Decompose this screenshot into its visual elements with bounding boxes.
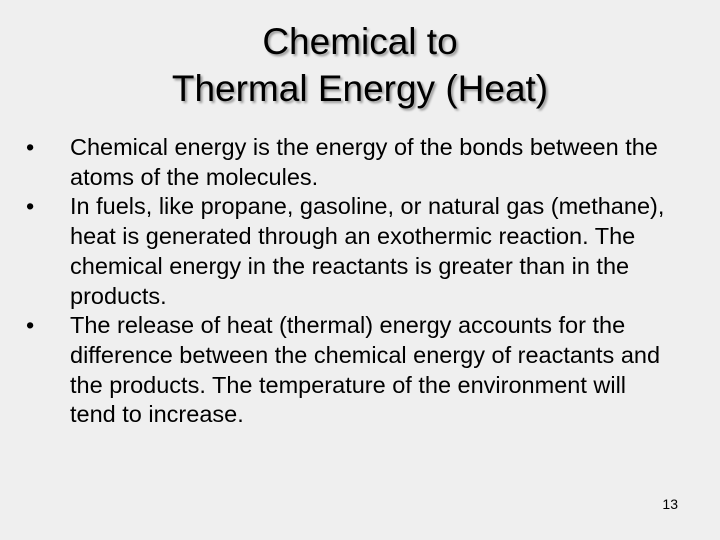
bullet-text: Chemical energy is the energy of the bonds between the atoms of the molecules. [70, 134, 658, 190]
page-number: 13 [662, 496, 678, 512]
slide-title-line-1: Chemical to [262, 21, 458, 62]
bullet-dot-icon: • [26, 312, 35, 339]
bullet-item [26, 133, 676, 192]
bullet-dot-icon: • [26, 193, 35, 220]
bullet-text: The release of heat (thermal) energy accounts for the difference between the chemical energy of reactants and the products. The temperature of the environment will tend to increase. [70, 312, 661, 428]
bullet-item [26, 192, 676, 311]
slide-title-line-2: Thermal Energy (Heat) [171, 68, 549, 109]
bullet-text: In fuels, like propane, gasoline, or natural gas (methane), heat is generated through an exothermic reaction. The chemical energy in the reactants is greater than in the products. [70, 193, 665, 309]
slide-title [0, 18, 720, 112]
bullet-dot-icon: • [26, 134, 35, 160]
bullet-list [26, 133, 676, 430]
bullet-item [26, 311, 676, 430]
